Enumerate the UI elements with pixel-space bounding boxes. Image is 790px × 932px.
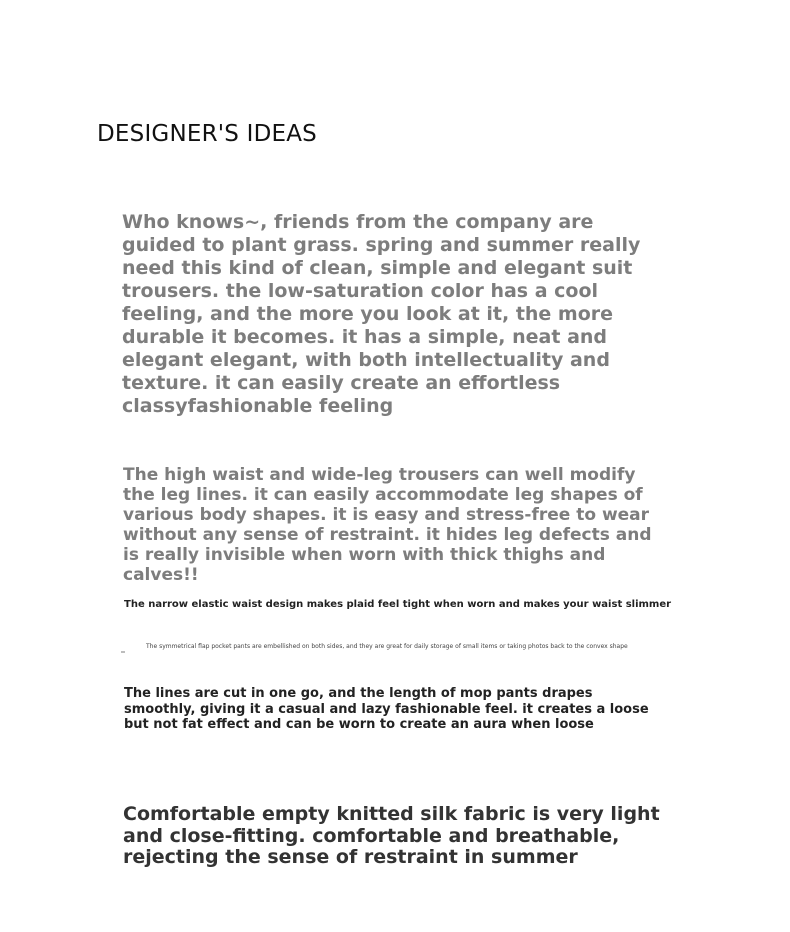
decorative-mark [121,651,125,653]
fabric-paragraph: Comfortable empty knitted silk fabric is very light and close-fitting. comfortable and breathable, rejecting the sense of restraint in summer [123,803,660,868]
flap-pocket-caption: The symmetrical flap pocket pants are embellished on both sides, and they are great for daily storage of small items or taking photos back to the convex shape [146,643,628,650]
high-waist-paragraph: The high waist and wide-leg trousers can well modify the leg lines. it can easily accommodate leg shapes of various body shapes. it is easy and stress-free to wear without any sense of restraint. it hides leg defects and is really invisible when worn with thick thighs and calves!! [123,465,652,585]
page-title: DESIGNER'S IDEAS [97,121,317,147]
mop-pants-paragraph: The lines are cut in one go, and the length of mop pants drapes smoothly, giving it a casual and lazy fashionable feel. it creates a loose but not fat effect and can be worn to create an aura when loose [124,686,649,732]
design-intro-paragraph: Who knows~, friends from the company are guided to plant grass. spring and summer really need this kind of clean, simple and elegant suit trousers. the low-saturation color has a cool feeling, and the more you look at it, the more durable it becomes. it has a simple, neat and elegant elegant, with both intellectuality and texture. it can easily create an effortless classyfashionable feeling [122,211,641,417]
elastic-waist-caption: The narrow elastic waist design makes plaid feel tight when worn and makes your waist slimmer [124,599,672,610]
